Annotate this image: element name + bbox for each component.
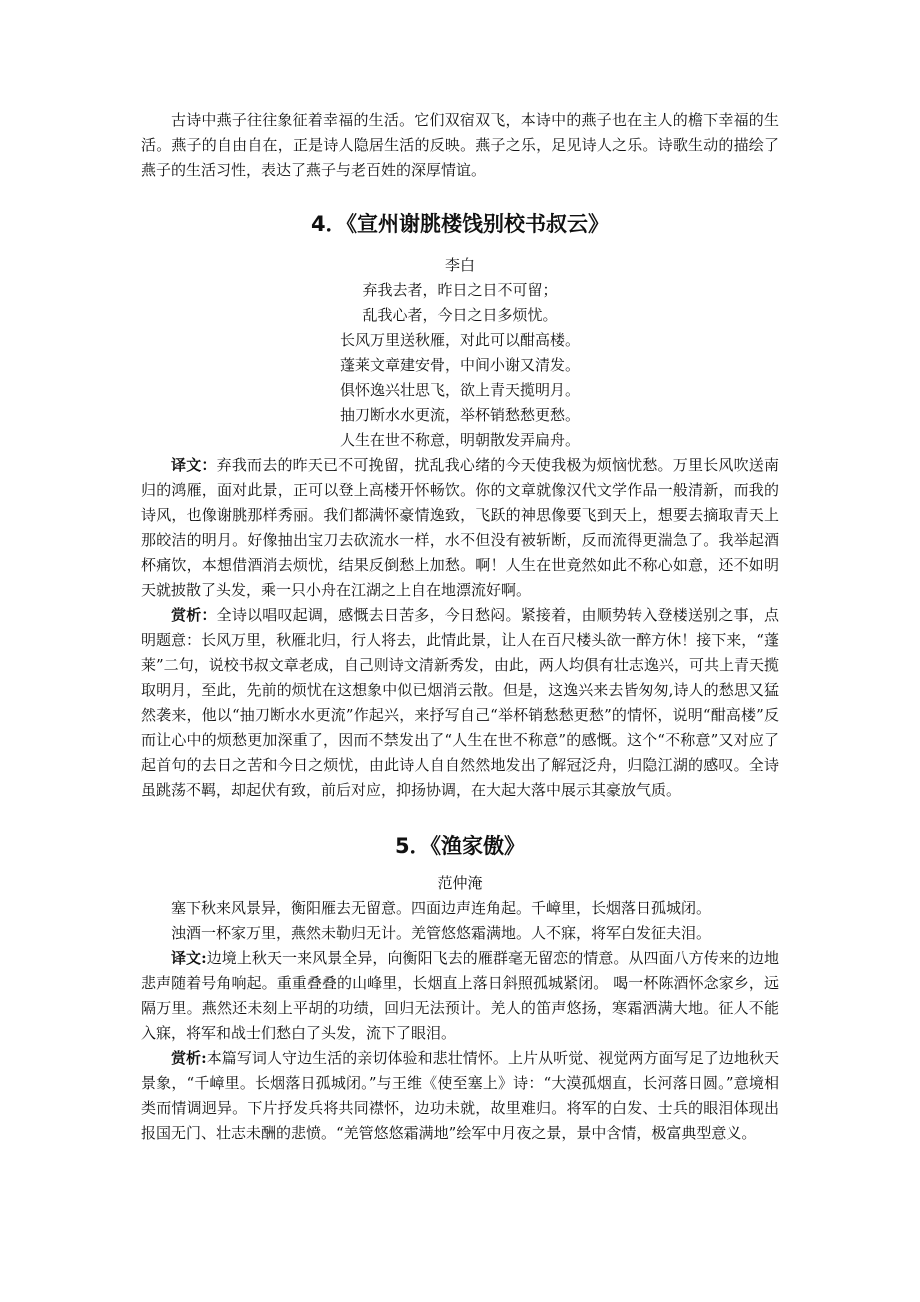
poem-line: 浊酒一杯家万里，燕然未勒归无计。羌管悠悠霜满地。人不寐，将军白发征夫泪。 (171, 924, 712, 942)
poem-line: 长风万里送秋雁，对此可以酣高楼。 (339, 331, 580, 349)
section-5-title: 5．《渔家傲》 (394, 834, 526, 858)
translation-text: 边境上秋天一来风景全异，向衡阳飞去的雁群毫无留恋的情意。从四面八方传来的边地悲声随着号角响起。重重叠叠的山峰里，长烟直上落日斜照孤城紧闭。 喝一杯陈酒怀念家乡，远隔万里。燕然还未刻上平胡的功绩，回归无法预计。羌人的笛声悠扬，寒霜洒满大地。征人不能入寐，将军和战士们愁白了头发，流下了眼泪。 (141, 949, 779, 1042)
section-4-author: 李白 (444, 256, 475, 274)
translation-label: 译文： (171, 456, 217, 474)
appreciation-text: 本篇写词人守边生活的亲切体验和悲壮情怀。上片从听觉、视觉两方面写足了边地秋天景象，“千嶂里。长烟落日孤城闭。”与王维《使至塞上》诗：“大漠孤烟直，长河落日圆。”意境相类而情调迥异。下片抒发兵将共同襟怀，边功未就，故里难归。将军的白发、士兵的眼泪体现出报国无门、壮志未酬的悲愤。“羌管悠悠霜满地”绘军中月夜之景，景中含情，极富典型意义。 (141, 1049, 779, 1142)
appreciation-text: 全诗以唱叹起调，感慨去日苦多，今日愁闷。紧接着，由顺势转入登楼送别之事，点明题意：长风万里，秋雁北归，行人将去，此情此景，让人在百尺楼头欲一醉方休！接下来，“蓬莱”二句，说校书叔文章老成，自己则诗文清新秀发，由此，两人均俱有壮志逸兴，可共上青天揽取明月，至此，先前的烦忧在这想象中似已烟消云散。但是，这逸兴来去皆匆匆,诗人的愁思又猛然袭来，他以“抽刀断水水更流”作起兴，来抒写自己“举杯销愁愁更愁”的情怀，说明“酣高楼”反而让心中的烦愁更加深重了，因而不禁发出了“人生在世不称意”的感慨。这个“不称意”又对应了起首句的去日之苦和今日之烦忧，由此诗人自自然然地发出了解冠泛舟，归隐江湖的感叹。全诗虽跳荡不羁，却起伏有致，前后对应，抑扬协调，在大起大落中展示其豪放气质。 (141, 606, 779, 799)
section-5-author: 范仲淹 (437, 874, 483, 892)
section-5-translation (141, 946, 779, 1046)
poem-line: 抽刀断水水更流，举杯销愁愁更愁。 (339, 406, 580, 424)
poem-line: 蓬莱文章建安骨，中间小谢又清发。 (339, 356, 580, 374)
translation-label: 译文: (171, 949, 207, 967)
poem-line: 俱怀逸兴壮思飞，欲上青天揽明月。 (339, 381, 580, 399)
poem-line: 乱我心者，今日之日多烦忧。 (362, 306, 558, 324)
section-4-title: 4．《宣州谢朓楼饯别校书叔云》 (310, 212, 610, 236)
intro-paragraph: 古诗中燕子往往象征着幸福的生活。它们双宿双飞，本诗中的燕子也在主人的檐下幸福的生活。燕子的自由自在，正是诗人隐居生活的反映。燕子之乐，足见诗人之乐。诗歌生动的描绘了燕子的生活习性，表达了燕子与老百姓的深厚情谊。 (141, 111, 779, 179)
poem-line: 塞下秋来风景异，衡阳雁去无留意。四面边声连角起。千嶂里，长烟落日孤城闭。 (171, 899, 712, 917)
section-4-translation (141, 453, 779, 603)
poem-line: 人生在世不称意，明朝散发弄扁舟。 (339, 431, 580, 449)
poem-line: 弃我去者，昨日之日不可留； (362, 281, 558, 299)
translation-text: 弃我而去的昨天已不可挽留，扰乱我心绪的今天使我极为烦恼忧愁。万里长风吹送南归的鸿雁，面对此景，正可以登上高楼开怀畅饮。你的文章就像汉代文学作品一般清新，而我的诗风，也像谢朓那样秀丽。我们都满怀豪情逸致，飞跃的神思像要飞到天上，想要去摘取青天上那皎洁的明月。好像抽出宝刀去砍流水一样，水不但没有被斩断，反而流得更湍急了。我举起酒杯痛饮，本想借酒消去烦忧，结果反倒愁上加愁。啊！人生在世竟然如此不称心如意，还不如明天就披散了头发，乘一只小舟在江湖之上自在地漂流好啊。 (141, 456, 779, 599)
appreciation-label: 赏析： (171, 606, 217, 624)
section-4-appreciation (141, 603, 779, 803)
appreciation-label: 赏析: (171, 1049, 207, 1067)
section-5-appreciation (141, 1046, 779, 1146)
